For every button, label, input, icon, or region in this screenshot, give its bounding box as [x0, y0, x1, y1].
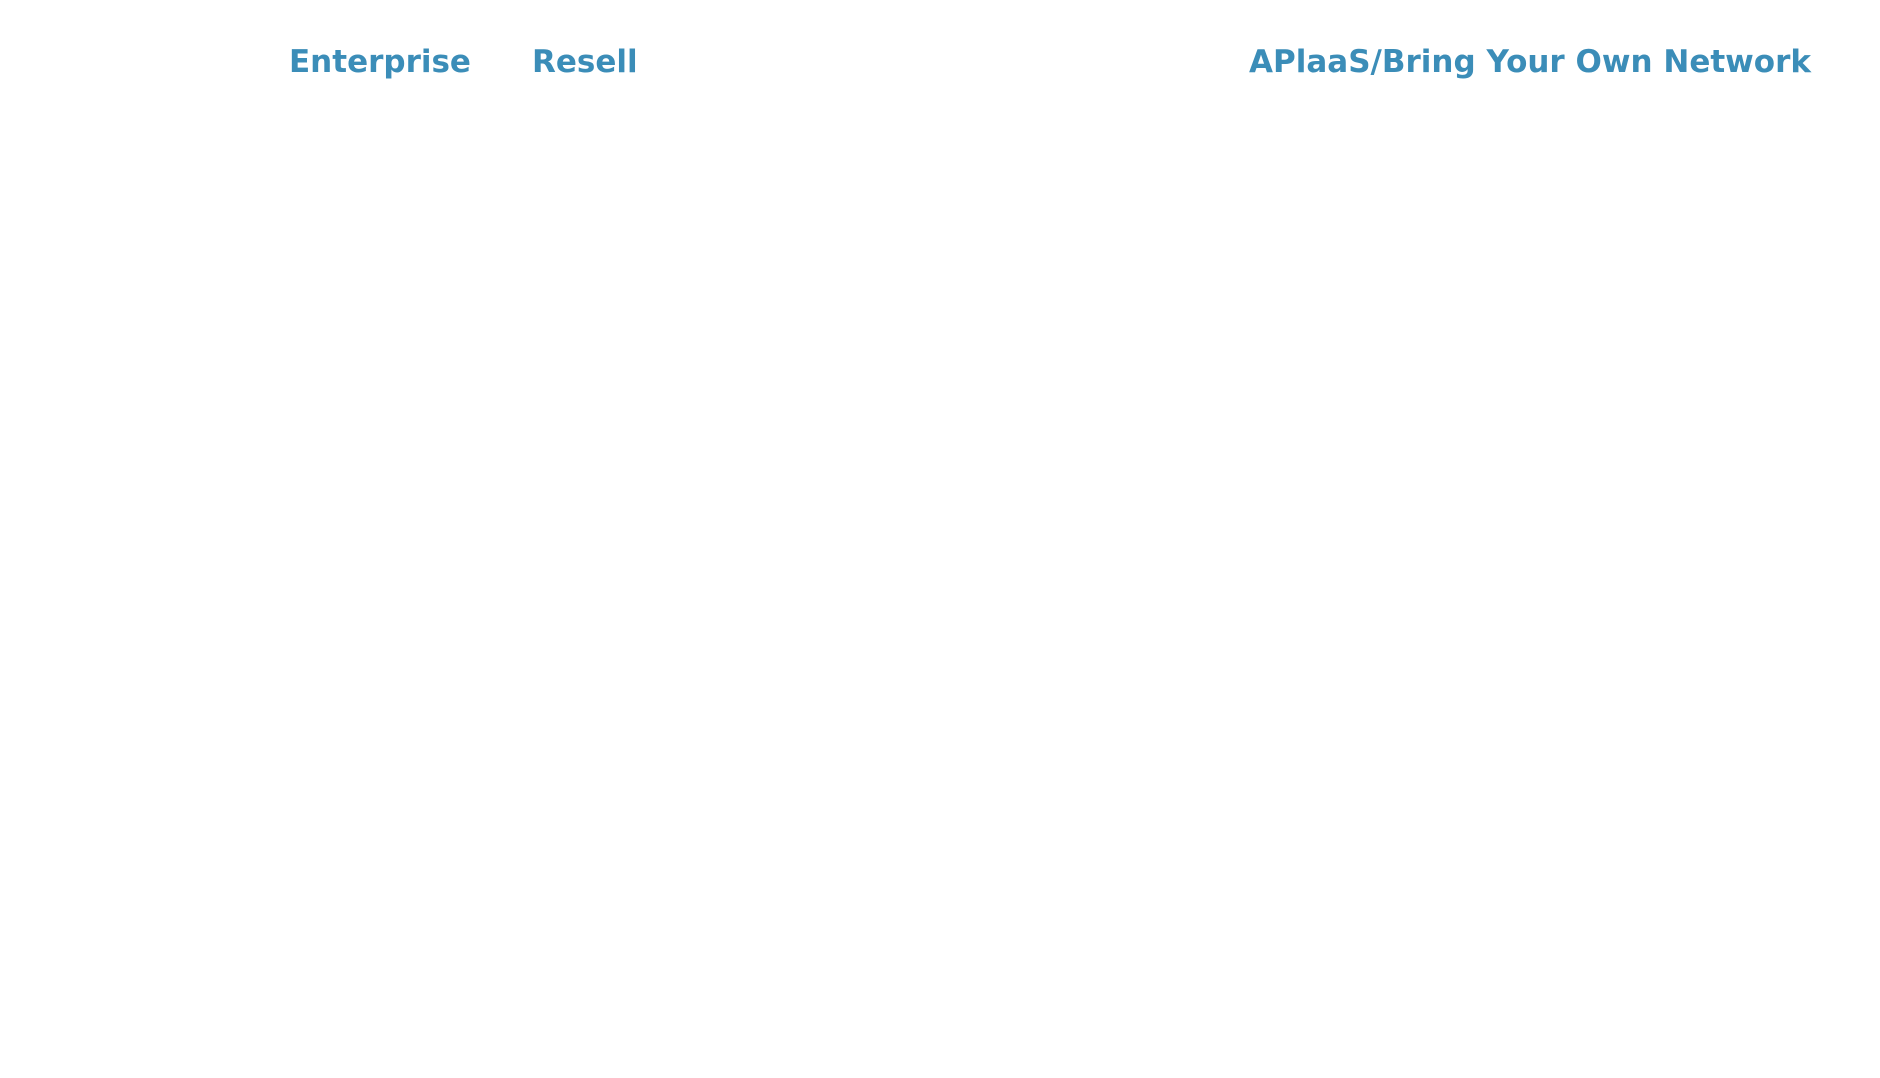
nav-link-enterprise[interactable]: Enterprise	[289, 44, 471, 80]
nav-link-aplaas-byon[interactable]: APlaaS/Bring Your Own Network	[1249, 44, 1811, 80]
nav-link-resell[interactable]: Resell	[532, 44, 638, 80]
